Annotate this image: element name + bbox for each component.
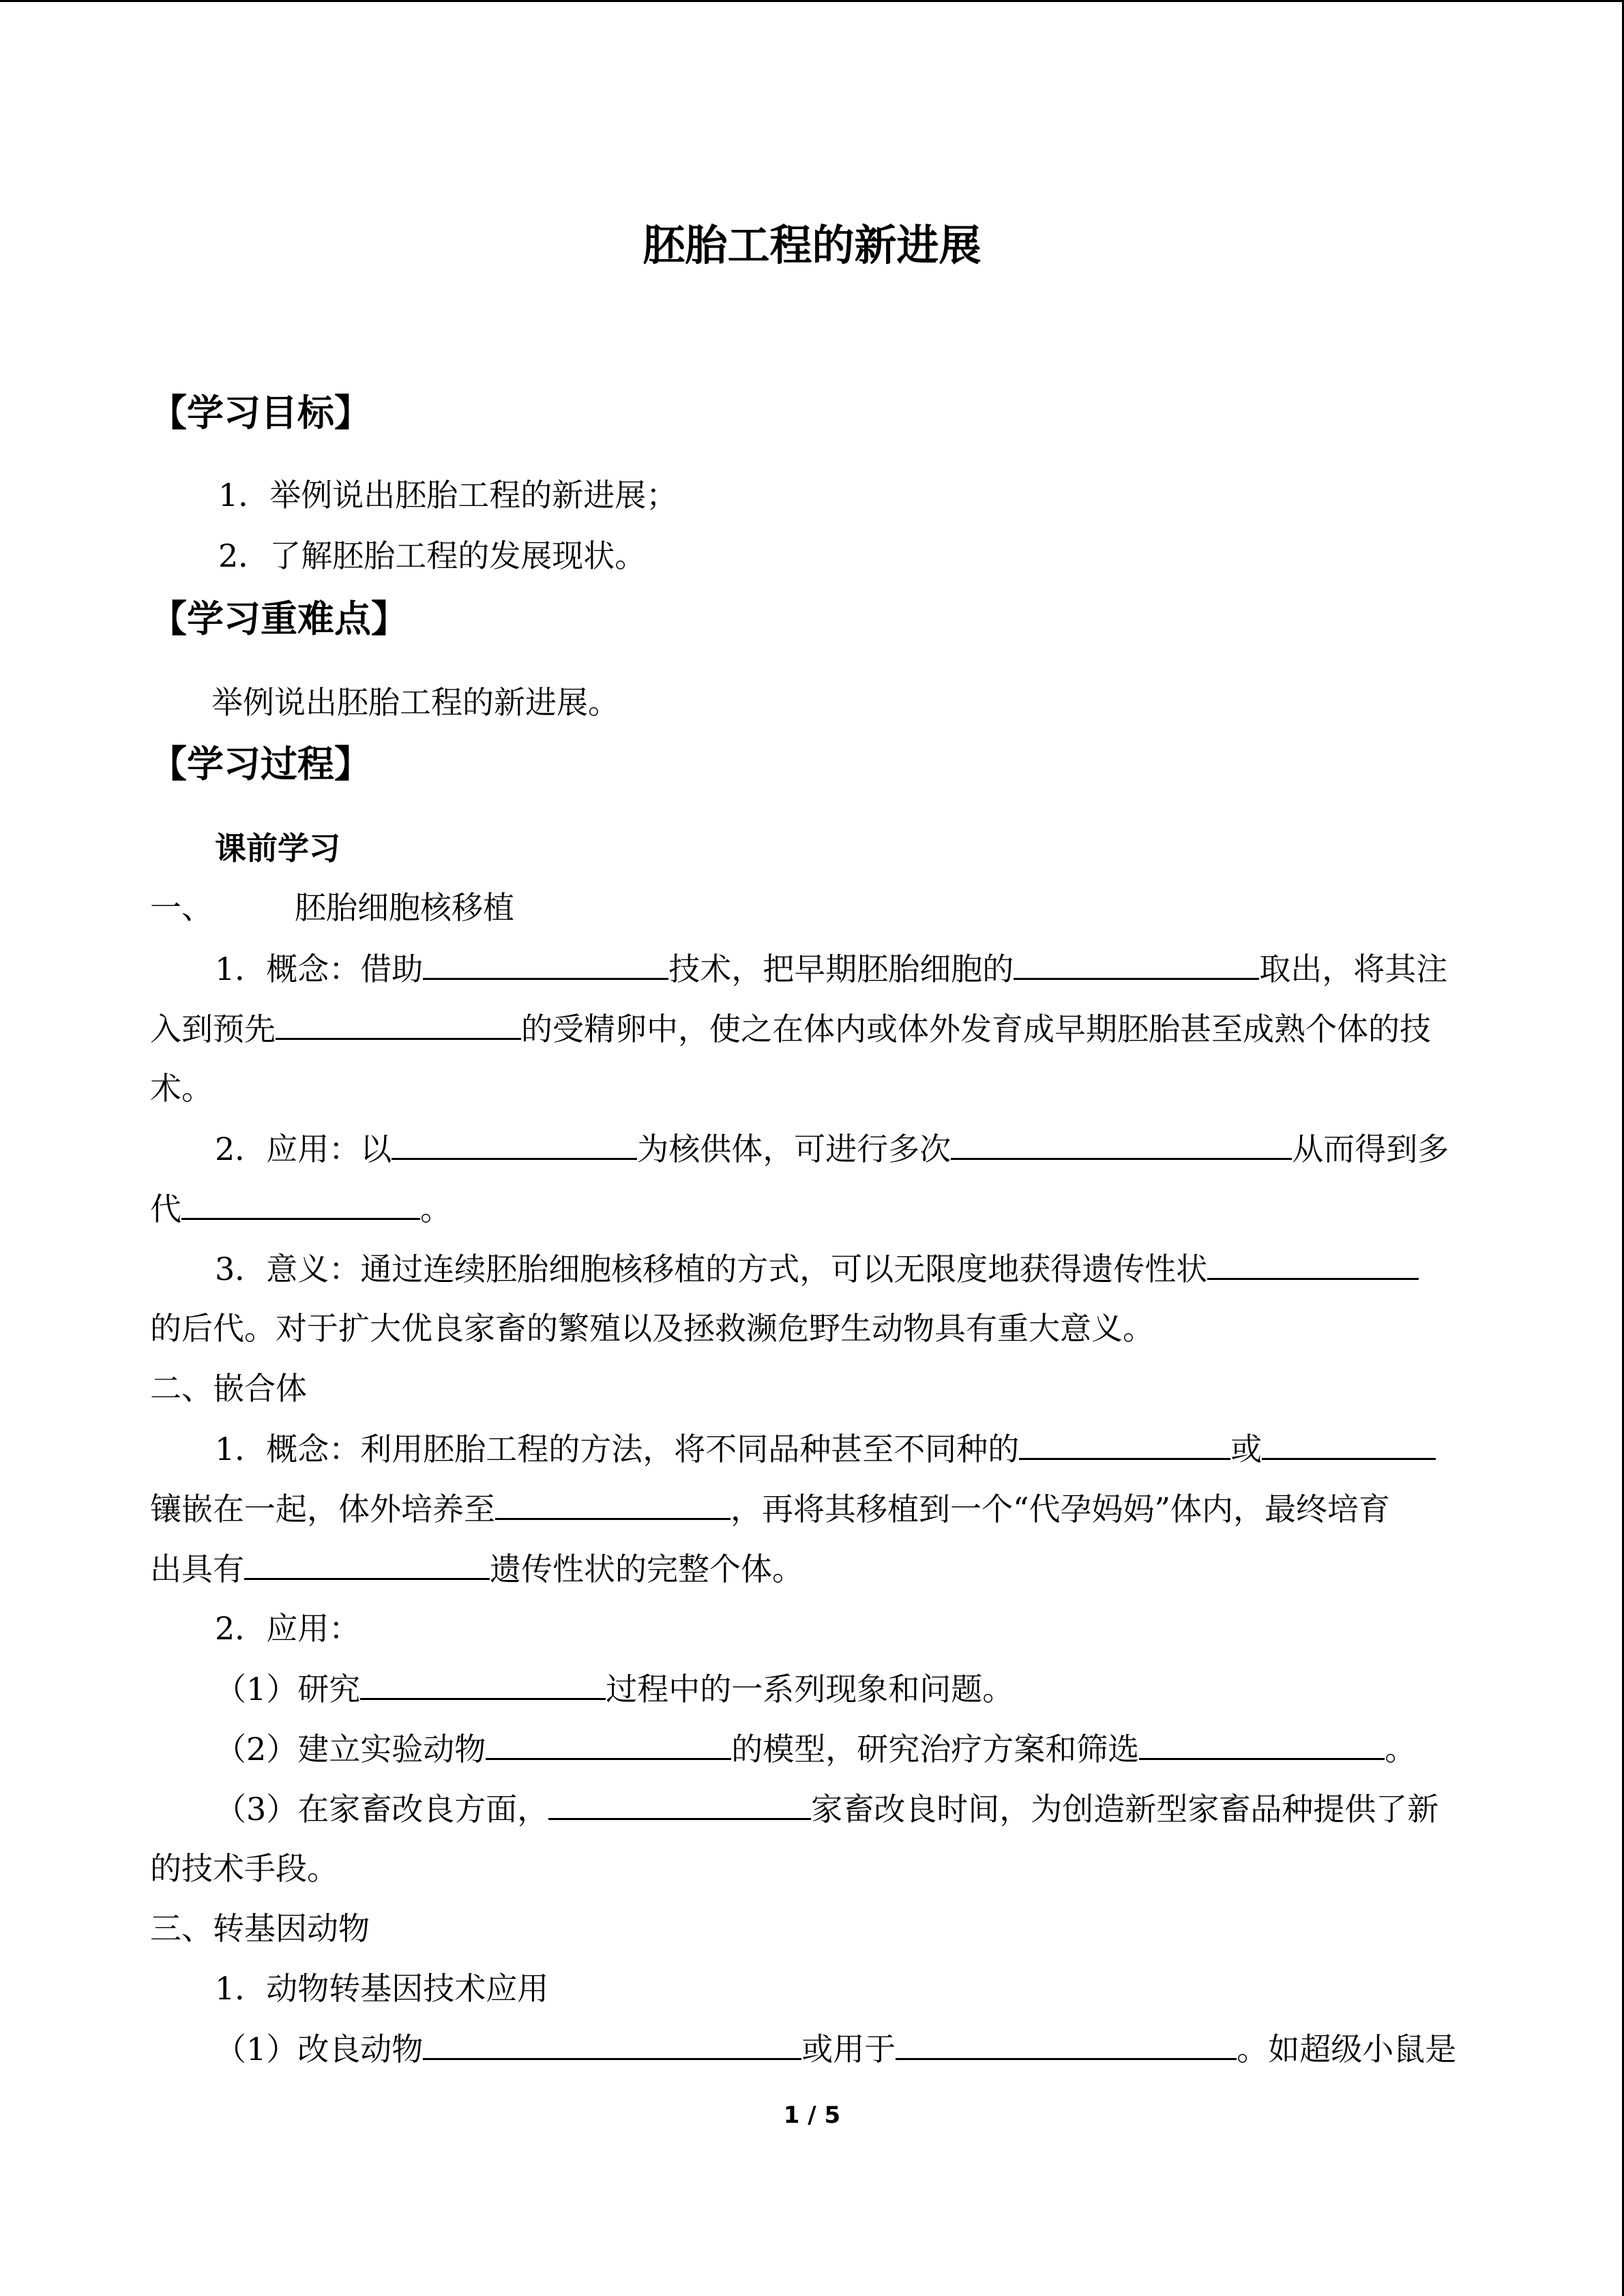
- text: 2．应用：以: [215, 1131, 392, 1167]
- text: 技术，把早期胚胎细胞的: [668, 951, 1014, 987]
- fill-blank[interactable]: [276, 1008, 521, 1040]
- text: 。: [420, 1191, 452, 1227]
- key-text: 举例说出胚胎工程的新进展。: [211, 684, 619, 721]
- s1-line-5: [150, 1188, 452, 1229]
- text: 入到预先: [150, 1011, 276, 1047]
- fill-blank[interactable]: [244, 1548, 490, 1580]
- s2-line-1: [215, 1428, 1436, 1470]
- heading-goals: 【学习目标】: [150, 391, 371, 434]
- fill-blank[interactable]: [1014, 948, 1259, 980]
- text: 3．意义：通过连续胚胎细胞核移植的方式，可以无限度地获得遗传性状: [215, 1251, 1208, 1287]
- text: （2）建立实验动物: [215, 1731, 486, 1768]
- fill-blank[interactable]: [548, 1788, 811, 1820]
- heading-process: 【学习过程】: [150, 742, 371, 786]
- text: 或: [1230, 1431, 1263, 1467]
- s2-line-7: [215, 1788, 1438, 1830]
- fill-blank[interactable]: [360, 1668, 606, 1700]
- s1-line-1: [215, 948, 1447, 989]
- s2-line-4: 2．应用：: [215, 1610, 361, 1647]
- fill-blank[interactable]: [1019, 1428, 1230, 1460]
- text: 。: [1385, 1731, 1417, 1768]
- s3-line-1: 1．动物转基因技术应用: [215, 1970, 549, 2007]
- page-number: 1 / 5: [783, 2102, 841, 2129]
- page-border-top: [0, 0, 1624, 2]
- goal-1: 1．举例说出胚胎工程的新进展；: [218, 477, 678, 513]
- s2-line-2: [150, 1488, 1390, 1530]
- text: 过程中的一系列现象和问题。: [606, 1671, 1014, 1708]
- goal-2: 2．了解胚胎工程的发展现状。: [218, 537, 647, 574]
- s1-line-6: [215, 1248, 1419, 1289]
- fill-blank[interactable]: [1207, 1248, 1419, 1280]
- s2-line-8: 的技术手段。: [150, 1850, 338, 1887]
- text: （3）在家畜改良方面，: [215, 1791, 549, 1828]
- fill-blank[interactable]: [1139, 1728, 1385, 1760]
- text: 为核供体，可进行多次: [637, 1131, 951, 1167]
- text: 1．概念：借助: [215, 951, 424, 987]
- text: 遗传性状的完整个体。: [490, 1551, 803, 1587]
- fill-blank[interactable]: [495, 1488, 730, 1520]
- s1-line-3: 术。: [150, 1070, 213, 1107]
- text: 的模型，研究治疗方案和筛选: [731, 1731, 1140, 1768]
- text: 家畜改良时间，为创造新型家畜品种提供了新: [811, 1791, 1439, 1828]
- text: 镶嵌在一起，体外培养至: [150, 1491, 495, 1527]
- s1-line-7: 的后代。对于扩大优良家畜的繁殖以及拯救濒危野生动物具有重大意义。: [150, 1310, 1154, 1347]
- text: 从而得到多: [1292, 1131, 1449, 1167]
- heading-key-points: 【学习重难点】: [150, 597, 408, 640]
- fill-blank[interactable]: [423, 2028, 801, 2060]
- fill-blank[interactable]: [423, 948, 668, 980]
- text: （1）改良动物: [215, 2031, 424, 2068]
- fill-blank[interactable]: [392, 1128, 637, 1160]
- section-1-number: 一、: [150, 889, 213, 926]
- s2-line-5: [215, 1668, 1014, 1710]
- s2-line-6: [215, 1728, 1416, 1770]
- text: 。如超级小鼠是: [1237, 2031, 1457, 2068]
- fill-blank[interactable]: [1262, 1428, 1436, 1460]
- text: 出具有: [150, 1551, 244, 1587]
- text: 代: [150, 1191, 181, 1227]
- section-1-title: [150, 887, 514, 928]
- fill-blank[interactable]: [896, 2028, 1237, 2060]
- document-title: 胚胎工程的新进展: [643, 220, 981, 270]
- text: 或用于: [801, 2031, 896, 2068]
- fill-blank[interactable]: [486, 1728, 731, 1760]
- section-1-name: 胚胎细胞核移植: [295, 889, 514, 926]
- text: 的受精卵中，使之在体内或体外发育成早期胚胎甚至成熟个体的技: [521, 1011, 1431, 1047]
- text: ，再将其移植到一个“代孕妈妈”体内，最终培育: [730, 1491, 1391, 1527]
- pre-study-label: 课前学习: [215, 830, 340, 867]
- text: 取出，将其注: [1259, 951, 1448, 987]
- text: （1）研究: [215, 1671, 361, 1708]
- fill-blank[interactable]: [181, 1188, 420, 1220]
- text: 1．概念：利用胚胎工程的方法，将不同品种甚至不同种的: [215, 1431, 1020, 1467]
- s2-line-3: [150, 1548, 803, 1590]
- section-2-title: 二、嵌合体: [150, 1370, 307, 1407]
- s1-line-2: [150, 1008, 1431, 1049]
- s1-line-4: [215, 1128, 1449, 1169]
- s3-line-2: [215, 2028, 1456, 2070]
- section-3-title: 三、转基因动物: [150, 1910, 370, 1947]
- fill-blank[interactable]: [951, 1128, 1292, 1160]
